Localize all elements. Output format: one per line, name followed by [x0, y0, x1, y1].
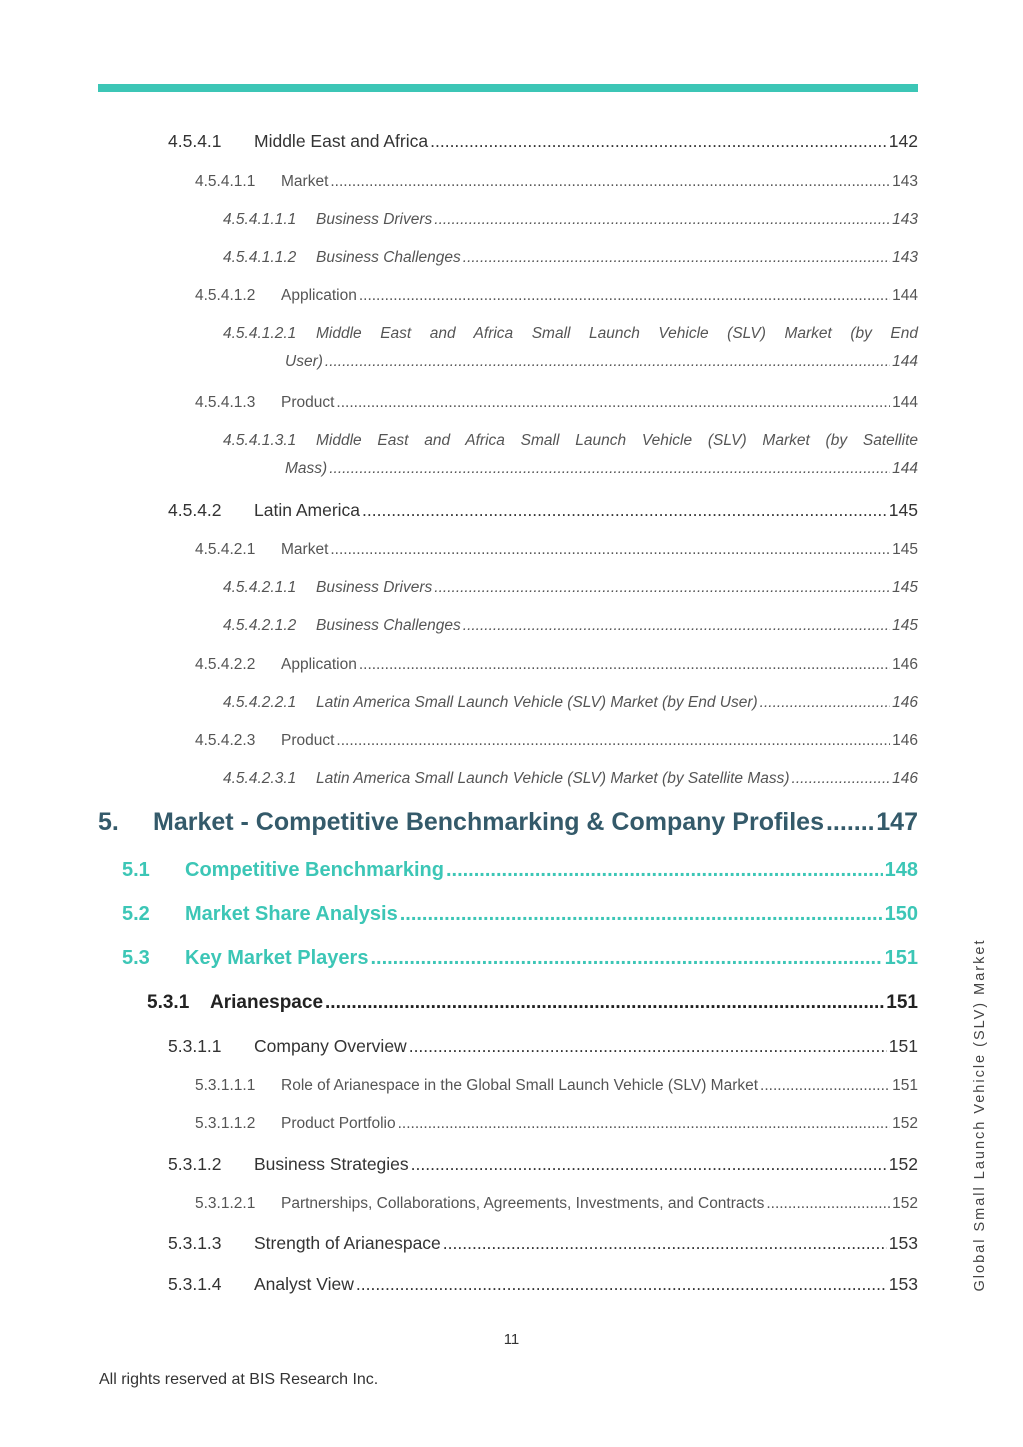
toc-entry[interactable] [168, 500, 918, 521]
toc-page: 146 [892, 656, 918, 673]
toc-leader [362, 500, 887, 521]
toc-page: 146 [892, 694, 918, 711]
toc-leader [760, 1077, 890, 1095]
toc-page: 143 [892, 249, 918, 266]
toc-leader [356, 1274, 887, 1295]
toc-number: 4.5.4.2.1 [195, 541, 256, 558]
toc-leader [325, 992, 884, 1014]
toc-title: Strength of Arianespace [254, 1233, 441, 1253]
toc-title: Competitive Benchmarking [185, 859, 444, 881]
toc-page: 145 [892, 617, 918, 634]
toc-page: 147 [876, 808, 918, 836]
toc-entry[interactable] [195, 394, 918, 412]
toc-page: 144 [892, 394, 918, 411]
toc-number: 4.5.4.2.3.1 [223, 770, 297, 787]
toc-number: 5.3.1.2 [168, 1154, 222, 1174]
toc-entry[interactable] [223, 249, 918, 267]
toc-number: 4.5.4.2.2.1 [223, 694, 297, 711]
toc-entry[interactable] [195, 732, 918, 750]
toc-title: Market [281, 541, 329, 558]
toc-title: Application [281, 287, 357, 304]
toc-page: 143 [892, 211, 918, 228]
toc-title: Key Market Players [185, 947, 369, 969]
toc-title: Middle East and Africa [254, 131, 429, 151]
toc-title: Partnerships, Collaborations, Agreements, Investments, and Contracts [281, 1195, 765, 1212]
toc-number: 4.5.4.2 [168, 500, 222, 520]
toc-number: 4.5.4.1.1.1 [223, 211, 297, 228]
toc-title: Analyst View [254, 1274, 354, 1294]
toc-leader [443, 1233, 887, 1254]
toc-entry[interactable] [195, 541, 918, 559]
toc-leader [826, 808, 874, 837]
toc-leader [330, 173, 890, 191]
toc-page: 144 [892, 460, 918, 477]
toc-leader [400, 903, 883, 926]
toc-leader [411, 1154, 887, 1175]
toc-number: 5.3.1 [147, 992, 190, 1013]
toc-number: 5.2 [122, 903, 150, 925]
toc-title: Product [281, 732, 335, 749]
toc-page: 144 [892, 287, 918, 304]
toc-title: Middle East and Africa Small Launch Vehicle (SLV) Market (by Satellite [316, 432, 918, 449]
toc-section-entry[interactable] [122, 947, 918, 970]
toc-number: 4.5.4.1.2 [195, 287, 256, 304]
toc-page: 143 [892, 173, 918, 190]
toc-chapter-entry[interactable] [98, 808, 918, 837]
toc-entry[interactable] [223, 694, 918, 712]
toc-number: 4.5.4.2.1.2 [223, 617, 297, 634]
toc-leader [325, 353, 890, 371]
toc-entry[interactable] [223, 325, 918, 371]
toc-title: Business Drivers [316, 211, 433, 228]
toc-entry[interactable] [223, 432, 918, 478]
toc-leader [434, 579, 890, 597]
page-number: 11 [503, 1331, 520, 1348]
toc-page: 152 [888, 1154, 918, 1174]
toc-entry[interactable] [223, 211, 918, 229]
toc-entry[interactable] [223, 579, 918, 597]
toc-leader [359, 656, 890, 674]
toc-title: Latin America [254, 500, 361, 520]
toc-number: 5.3.1.1.1 [195, 1077, 256, 1094]
toc-title: Application [281, 656, 357, 673]
toc-entry[interactable] [195, 1195, 918, 1213]
toc-entry[interactable] [168, 1154, 918, 1175]
toc-entry[interactable] [168, 1233, 918, 1254]
toc-title-continued: Mass) [285, 460, 328, 477]
header-accent-bar [98, 84, 918, 92]
toc-leader [766, 1195, 890, 1213]
toc-title: Business Drivers [316, 579, 433, 596]
toc-leader [359, 287, 890, 305]
toc-title: Latin America Small Launch Vehicle (SLV) Market (by End User) [316, 694, 758, 711]
toc-title: Market - Competitive Benchmarking & Company Profiles [153, 808, 824, 836]
toc-leader [370, 947, 882, 970]
toc-page: 145 [892, 579, 918, 596]
toc-entry[interactable] [168, 1036, 918, 1057]
toc-number: 4.5.4.1.3.1 [223, 432, 297, 449]
toc-page: 148 [884, 859, 918, 881]
toc-page: 151 [892, 1077, 918, 1094]
toc-entry[interactable] [168, 131, 918, 152]
toc-leader [330, 541, 890, 559]
toc-number: 5.1 [122, 859, 150, 881]
toc-leader [760, 694, 890, 712]
toc-entry[interactable] [195, 656, 918, 674]
toc-page: 152 [892, 1195, 918, 1212]
toc-leader [409, 1036, 887, 1057]
toc-leader [336, 394, 890, 412]
toc-number: 5.3 [122, 947, 150, 969]
toc-number: 5.3.1.2.1 [195, 1195, 256, 1212]
toc-title: Business Challenges [316, 249, 461, 266]
toc-subsection-entry[interactable] [147, 992, 918, 1014]
toc-entry[interactable] [223, 617, 918, 635]
toc-number: 4.5.4.2.1.1 [223, 579, 297, 596]
toc-leader [446, 859, 883, 882]
toc-number: 4.5.4.1 [168, 131, 222, 151]
toc-number: 5.3.1.1.2 [195, 1115, 256, 1132]
toc-entry[interactable] [195, 1115, 918, 1133]
toc-page: 145 [892, 541, 918, 558]
toc-leader [463, 249, 890, 267]
toc-number: 4.5.4.1.1 [195, 173, 256, 190]
toc-page: 146 [892, 770, 918, 787]
toc-entry[interactable] [195, 1077, 918, 1095]
toc-title: Business Challenges [316, 617, 461, 634]
side-running-title: Global Small Launch Vehicle (SLV) Market [972, 938, 988, 1292]
toc-page: 146 [892, 732, 918, 749]
toc-number: 4.5.4.1.3 [195, 394, 256, 411]
toc-page: 142 [888, 131, 918, 151]
toc-number: 5.3.1.1 [168, 1036, 222, 1056]
toc-leader [398, 1115, 891, 1133]
toc-title: Middle East and Africa Small Launch Vehicle (SLV) Market (by End [316, 325, 918, 342]
toc-title: Company Overview [254, 1036, 407, 1056]
toc-title: Product [281, 394, 335, 411]
toc-number: 4.5.4.2.3 [195, 732, 256, 749]
toc-leader [430, 131, 887, 152]
toc-page: 153 [888, 1274, 918, 1294]
toc-title: Latin America Small Launch Vehicle (SLV) Market (by Satellite Mass) [316, 770, 790, 787]
toc-number: 5.3.1.4 [168, 1274, 222, 1294]
toc-number: 4.5.4.1.2.1 [223, 325, 297, 342]
toc-number: 4.5.4.1.1.2 [223, 249, 297, 266]
toc-title: Market [281, 173, 329, 190]
toc-page: 153 [888, 1233, 918, 1253]
toc-number: 5.3.1.3 [168, 1233, 222, 1253]
toc-page: 145 [888, 500, 918, 520]
toc-leader [434, 211, 890, 229]
toc-leader [463, 617, 890, 635]
footer-copyright: All rights reserved at BIS Research Inc. [99, 1371, 379, 1388]
toc-title: Product Portfolio [281, 1115, 396, 1132]
toc-page: 151 [884, 947, 918, 969]
toc-leader [336, 732, 890, 750]
toc-entry[interactable] [195, 173, 918, 191]
toc-leader [329, 460, 890, 478]
toc-number: 5. [98, 808, 119, 836]
toc-page: 150 [884, 903, 918, 925]
toc-title: Role of Arianespace in the Global Small Launch Vehicle (SLV) Market [281, 1077, 759, 1094]
toc-entry[interactable] [168, 1274, 918, 1295]
toc-leader [792, 770, 891, 788]
toc-title: Arianespace [210, 992, 324, 1013]
toc-section-entry[interactable] [122, 903, 918, 926]
toc-page: 151 [888, 1036, 918, 1056]
toc-title: Business Strategies [254, 1154, 409, 1174]
toc-section-entry[interactable] [122, 859, 918, 882]
toc-entry[interactable] [195, 287, 918, 305]
toc-page: 151 [886, 992, 918, 1013]
toc-page: 144 [892, 353, 918, 370]
toc-title: Market Share Analysis [185, 903, 398, 925]
toc-title-continued: User) [285, 353, 323, 370]
toc-page: 152 [892, 1115, 918, 1132]
toc-number: 4.5.4.2.2 [195, 656, 256, 673]
toc-entry[interactable] [223, 770, 918, 788]
